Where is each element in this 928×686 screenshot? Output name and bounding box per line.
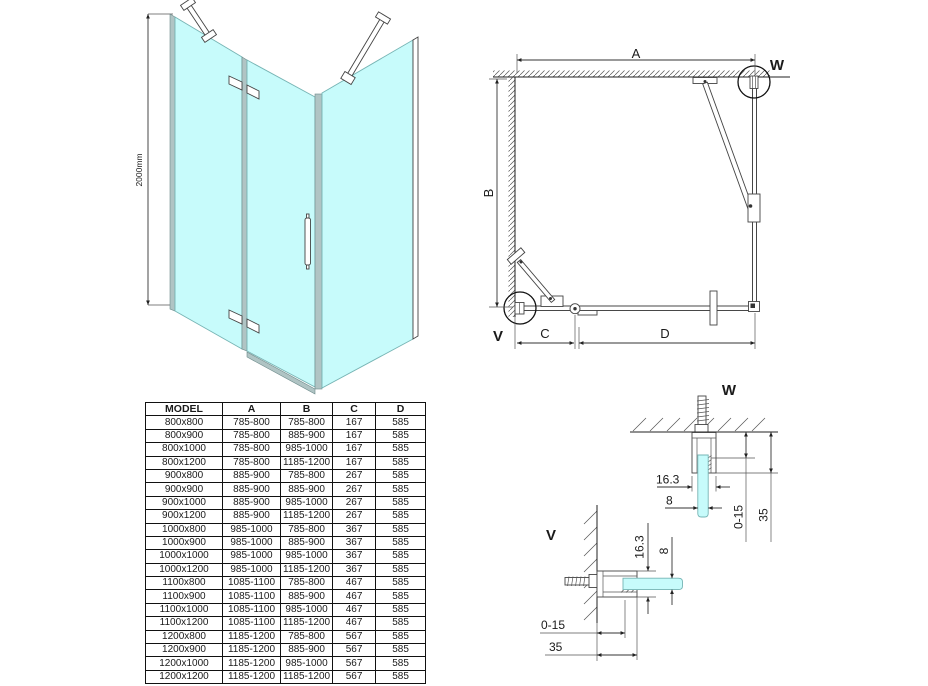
- spec-table-cell: 1085-1100: [223, 590, 281, 603]
- spec-table-cell: 585: [376, 469, 426, 482]
- spec-table-cell: 367: [333, 550, 376, 563]
- detail-w-drawing: [630, 382, 778, 542]
- spec-table-cell: 885-900: [281, 644, 333, 657]
- spec-table-cell: 585: [376, 563, 426, 576]
- spec-table-cell: 800x1200: [146, 456, 223, 469]
- spec-table-cell: 1000x900: [146, 536, 223, 549]
- side-panel-edge-strip: [413, 37, 418, 339]
- side-panel-plan: [753, 77, 757, 306]
- spec-table-cell: 785-800: [223, 443, 281, 456]
- spec-table-cell: 167: [333, 456, 376, 469]
- spec-table-row: [146, 456, 426, 469]
- spec-table-cell: 585: [376, 617, 426, 630]
- spec-table-row: [146, 644, 426, 657]
- corner-connector-plan: [749, 302, 760, 312]
- spec-table-cell: 367: [333, 563, 376, 576]
- handle-plan: [710, 291, 717, 325]
- spec-table-cell: 467: [333, 590, 376, 603]
- spec-table-row: [146, 536, 426, 549]
- spec-table-cell: 1185-1200: [223, 670, 281, 683]
- spec-table-cell: 885-900: [223, 510, 281, 523]
- side-glass-panel: [322, 40, 413, 388]
- spec-table-cell: 1200x900: [146, 644, 223, 657]
- spec-table-header-cell: C: [333, 403, 376, 416]
- wall-hatch: [584, 511, 597, 620]
- spec-table-cell: 785-800: [281, 469, 333, 482]
- spec-table-cell: 785-800: [281, 416, 333, 429]
- spec-table-body: [146, 416, 426, 684]
- spec-table-cell: 1085-1100: [223, 617, 281, 630]
- detail-w-title: W: [721, 382, 737, 399]
- spec-table-cell: 900x900: [146, 483, 223, 496]
- spec-table-cell: 985-1000: [223, 536, 281, 549]
- detail-w-dim-profile-width: 16.3: [656, 472, 680, 487]
- spec-table-cell: 985-1000: [223, 563, 281, 576]
- spec-table-cell: 785-800: [281, 630, 333, 643]
- spec-table-cell: 985-1000: [223, 550, 281, 563]
- plan-view-drawing: [465, 25, 885, 360]
- spec-table-cell: 885-900: [281, 590, 333, 603]
- spec-table-header-row: [146, 403, 426, 416]
- spec-table-cell: 885-900: [223, 469, 281, 482]
- door-panel-plan: [575, 306, 756, 311]
- spec-table-cell: 900x1200: [146, 510, 223, 523]
- dim-a-label: A: [631, 46, 641, 61]
- spec-table-row: [146, 416, 426, 429]
- spec-table-cell: 567: [333, 657, 376, 670]
- anchor-screw: [695, 396, 709, 432]
- spec-table-header-cell: A: [223, 403, 281, 416]
- spec-table-cell: 585: [376, 590, 426, 603]
- top-wall: [493, 71, 790, 78]
- spec-table-cell: 985-1000: [281, 550, 333, 563]
- spec-table-cell: 1185-1200: [223, 630, 281, 643]
- detail-drawings: [525, 365, 805, 686]
- spec-table-cell: 785-800: [281, 523, 333, 536]
- spec-table-row: [146, 550, 426, 563]
- spec-table-header-cell: D: [376, 403, 426, 416]
- wall-profile-plan: [515, 303, 524, 315]
- spec-table-cell: 585: [376, 577, 426, 590]
- spec-table-cell: 1200x1200: [146, 670, 223, 683]
- spec-table-cell: 1085-1100: [223, 577, 281, 590]
- spec-table-cell: 900x800: [146, 469, 223, 482]
- detail-v-title: V: [545, 527, 557, 544]
- spec-table-cell: 367: [333, 536, 376, 549]
- spec-table-row: [146, 577, 426, 590]
- spec-table-cell: 585: [376, 483, 426, 496]
- spec-table-cell: 167: [333, 416, 376, 429]
- spec-table-head: [146, 403, 426, 416]
- spec-table-row: [146, 523, 426, 536]
- spec-table-cell: 1200x1000: [146, 657, 223, 670]
- spec-table-cell: 885-900: [223, 483, 281, 496]
- spec-table-cell: 585: [376, 657, 426, 670]
- detail-w-dimensions: [657, 432, 778, 542]
- spec-table-cell: 885-900: [223, 496, 281, 509]
- spec-table-cell: 800x900: [146, 429, 223, 442]
- spec-table-cell: 800x1000: [146, 443, 223, 456]
- wall-profile-strip: [170, 14, 175, 311]
- corner-post: [315, 94, 322, 389]
- spec-table-cell: 885-900: [281, 429, 333, 442]
- iso-view-drawing: [125, 0, 445, 400]
- spec-table-row: [146, 630, 426, 643]
- spec-table-cell: 1100x1000: [146, 603, 223, 616]
- spec-table-cell: 267: [333, 510, 376, 523]
- height-dim-label: 2000mm: [134, 153, 144, 187]
- detail-w-dim-glass: 8: [666, 493, 673, 508]
- detail-w-dim-total: 35: [756, 508, 771, 522]
- spec-table-cell: 585: [376, 670, 426, 683]
- detail-v-dim-glass: 8: [657, 547, 671, 555]
- spec-table-cell: 567: [333, 670, 376, 683]
- spec-table-row: [146, 657, 426, 670]
- detail-v-callout-label: V: [492, 328, 504, 345]
- spec-table-cell: 785-800: [223, 456, 281, 469]
- spec-table-cell: 585: [376, 630, 426, 643]
- spec-table-cell: 167: [333, 429, 376, 442]
- spec-table-row: [146, 496, 426, 509]
- spec-table-cell: 567: [333, 630, 376, 643]
- detail-v-dim-adjust: 0-15: [541, 618, 566, 632]
- spec-table-header-cell: MODEL: [146, 403, 223, 416]
- spec-table-cell: 785-800: [223, 416, 281, 429]
- spec-table-cell: 885-900: [281, 483, 333, 496]
- spec-table-cell: 985-1000: [281, 443, 333, 456]
- spec-table-cell: 1100x900: [146, 590, 223, 603]
- hinge-fold-strip: [242, 57, 247, 351]
- spec-table-cell: 785-800: [281, 577, 333, 590]
- spec-table-cell: 467: [333, 617, 376, 630]
- spec-table-cell: 467: [333, 603, 376, 616]
- height-dimension: [134, 14, 173, 305]
- detail-w-callout-label: W: [769, 57, 785, 74]
- spec-table-cell: 1185-1200: [281, 617, 333, 630]
- spec-table-cell: 367: [333, 523, 376, 536]
- spec-table-cell: 900x1000: [146, 496, 223, 509]
- dim-c-label: C: [540, 326, 550, 341]
- spec-table-cell: 1100x1200: [146, 617, 223, 630]
- spec-table-cell: 585: [376, 443, 426, 456]
- spec-table-cell: 1000x1200: [146, 563, 223, 576]
- spec-table-cell: 585: [376, 456, 426, 469]
- spec-table-cell: 1185-1200: [281, 670, 333, 683]
- spec-table-header-cell: B: [281, 403, 333, 416]
- spec-table-cell: 267: [333, 496, 376, 509]
- spec-table-row: [146, 590, 426, 603]
- spec-table-row: [146, 670, 426, 683]
- fixed-glass-panel: [175, 17, 242, 349]
- spec-table-row: [146, 617, 426, 630]
- spec-table-cell: 267: [333, 483, 376, 496]
- detail-v-dim-total: 35: [549, 640, 563, 654]
- spec-table-cell: 1100x800: [146, 577, 223, 590]
- spec-table-cell: 985-1000: [281, 603, 333, 616]
- spec-table-row: [146, 510, 426, 523]
- left-wall: [509, 77, 516, 317]
- spec-table-row: [146, 469, 426, 482]
- detail-v-dim-profile-width: 16.3: [632, 535, 647, 559]
- glass-pane-section: [623, 578, 683, 589]
- detail-v-drawing: [540, 505, 683, 661]
- spec-table-cell: 267: [333, 469, 376, 482]
- dim-d-label: D: [660, 326, 670, 341]
- spec-table-cell: 585: [376, 536, 426, 549]
- spec-table-cell: 585: [376, 510, 426, 523]
- spec-table-cell: 1185-1200: [281, 510, 333, 523]
- spec-table-cell: 800x800: [146, 416, 223, 429]
- spec-table-cell: 985-1000: [223, 523, 281, 536]
- spec-table-cell: 1200x800: [146, 630, 223, 643]
- spec-table-cell: 1000x800: [146, 523, 223, 536]
- glass-pane-section: [698, 455, 708, 517]
- spec-table-cell: 585: [376, 416, 426, 429]
- spec-table-cell: 1185-1200: [281, 456, 333, 469]
- spec-table-cell: 467: [333, 577, 376, 590]
- spec-table-cell: 567: [333, 644, 376, 657]
- spec-table-cell: 985-1000: [281, 496, 333, 509]
- spec-table-row: [146, 603, 426, 616]
- spec-table-cell: 585: [376, 644, 426, 657]
- spec-table-cell: 585: [376, 496, 426, 509]
- spec-table-row: [146, 563, 426, 576]
- spec-table-row: [146, 443, 426, 456]
- spec-table-cell: 585: [376, 523, 426, 536]
- spec-table: [145, 402, 426, 684]
- spec-table-cell: 1185-1200: [223, 657, 281, 670]
- spec-table-cell: 585: [376, 429, 426, 442]
- spec-table-cell: 1085-1100: [223, 603, 281, 616]
- spec-table-cell: 585: [376, 550, 426, 563]
- dim-b-label: B: [481, 188, 496, 198]
- door-handle: [305, 214, 311, 269]
- spec-table-cell: 1185-1200: [223, 644, 281, 657]
- spec-table-cell: 985-1000: [281, 657, 333, 670]
- spec-table-row: [146, 429, 426, 442]
- top-brace-plan: [693, 78, 760, 223]
- spec-table-cell: 885-900: [281, 536, 333, 549]
- spec-table-row: [146, 483, 426, 496]
- anchor-screw: [565, 575, 598, 588]
- spec-table-cell: 1185-1200: [281, 563, 333, 576]
- spec-table-cell: 1000x1000: [146, 550, 223, 563]
- detail-w-dim-adjust: 0-15: [731, 504, 746, 530]
- spec-table-cell: 167: [333, 443, 376, 456]
- spec-table-cell: 585: [376, 603, 426, 616]
- spec-table-cell: 785-800: [223, 429, 281, 442]
